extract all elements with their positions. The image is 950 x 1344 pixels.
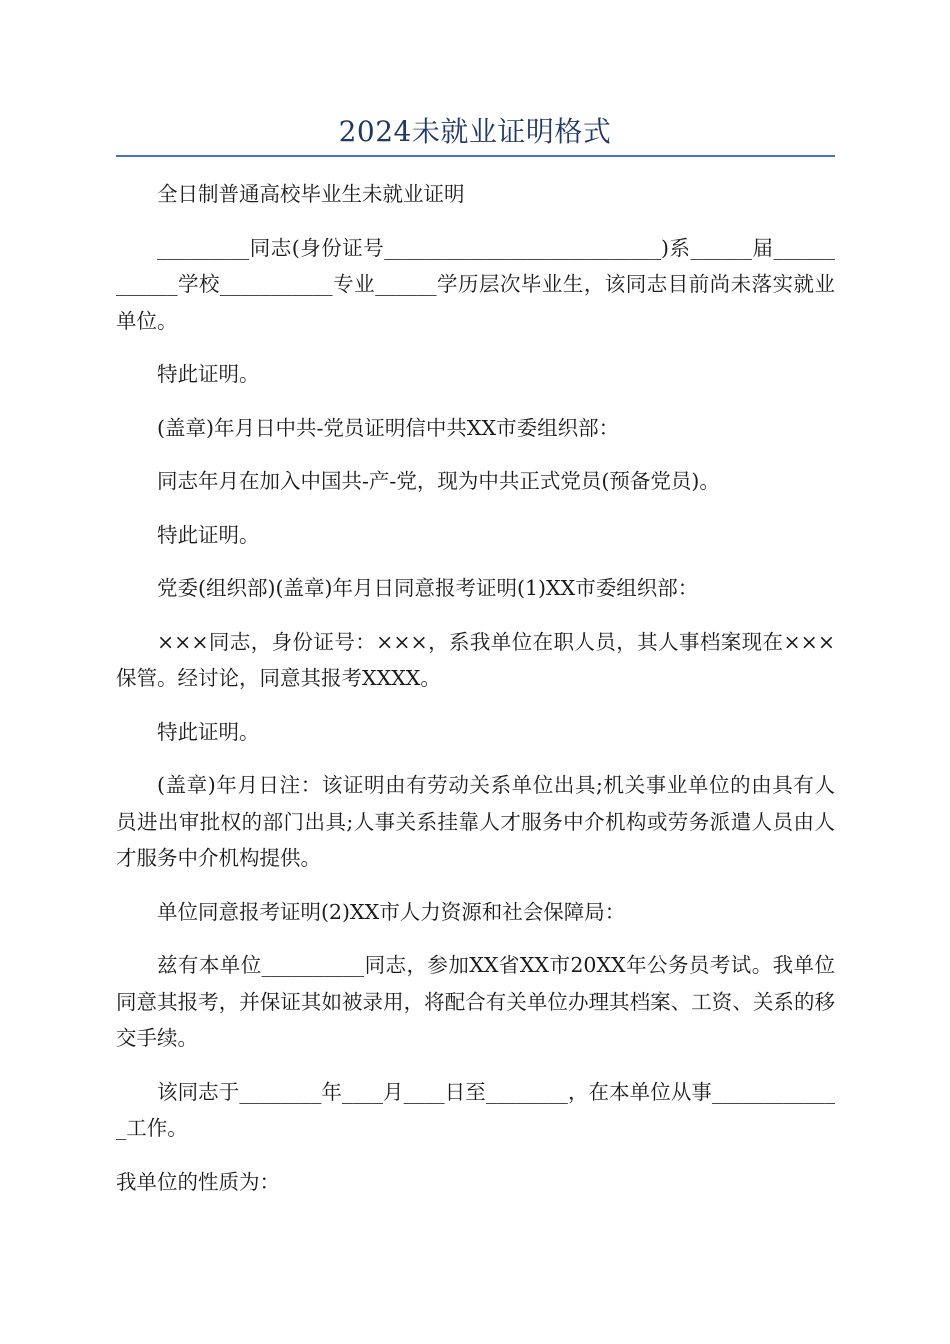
paragraph-heading: 全日制普通高校毕业生未就业证明: [157, 182, 465, 206]
paragraph-hereby-certify: 特此证明。: [157, 719, 260, 744]
paragraph-consent-statement-1: ×××同志，身份证号：×××，系我单位在职人员，其人事档案现在×××保管。经讨论，同意其报考XXXX。: [116, 629, 835, 690]
document-body: [116, 176, 835, 1217]
paragraph-employment-period: 该同志于________年____月____日至________，在本单位从事_____________工作。: [116, 1079, 835, 1140]
paragraph-consent-header-1: 党委(组织部)(盖章)年月日同意报考证明(1)XX市委组织部：: [157, 576, 699, 600]
paragraph-party-member-statement: 同志年月在加入中国共-产-党，现为中共正式党员(预备党员)。: [157, 469, 720, 493]
paragraph-unit-nature: 我单位的性质为：: [116, 1169, 280, 1194]
paragraph-hereby-certify: 特此证明。: [157, 362, 260, 386]
document-title: 2024未就业证明格式: [338, 115, 612, 148]
title-underline: [116, 155, 835, 157]
paragraph-hereby-certify: 特此证明。: [157, 522, 260, 547]
paragraph-consent-header-2: 单位同意报考证明(2)XX市人力资源和社会保障局：: [157, 899, 626, 924]
paragraph-note: (盖章)年月日注：该证明由有劳动关系单位出具;机关事业单位的由具有人员进出审批权的部门出具;人事关系挂靠人才服务中介机构或劳务派遣人员由人才服务中介机构提供。: [116, 773, 835, 870]
paragraph-unemployment-statement: _________同志(身份证号___________________________)系______届____________学校___________专业______学历层次毕业生，该同志目前尚未落实就业单位。: [116, 235, 835, 333]
paragraph-consent-statement-2: 兹有本单位__________同志，参加XX省XX市20XX年公务员考试。我单位同意其报考，并保证其如被录用，将配合有关单位办理其档案、工资、关系的移交手续。: [116, 953, 835, 1050]
paragraph-party-letter-header: (盖章)年月日中共-党员证明信中共XX市委组织部：: [157, 415, 620, 440]
